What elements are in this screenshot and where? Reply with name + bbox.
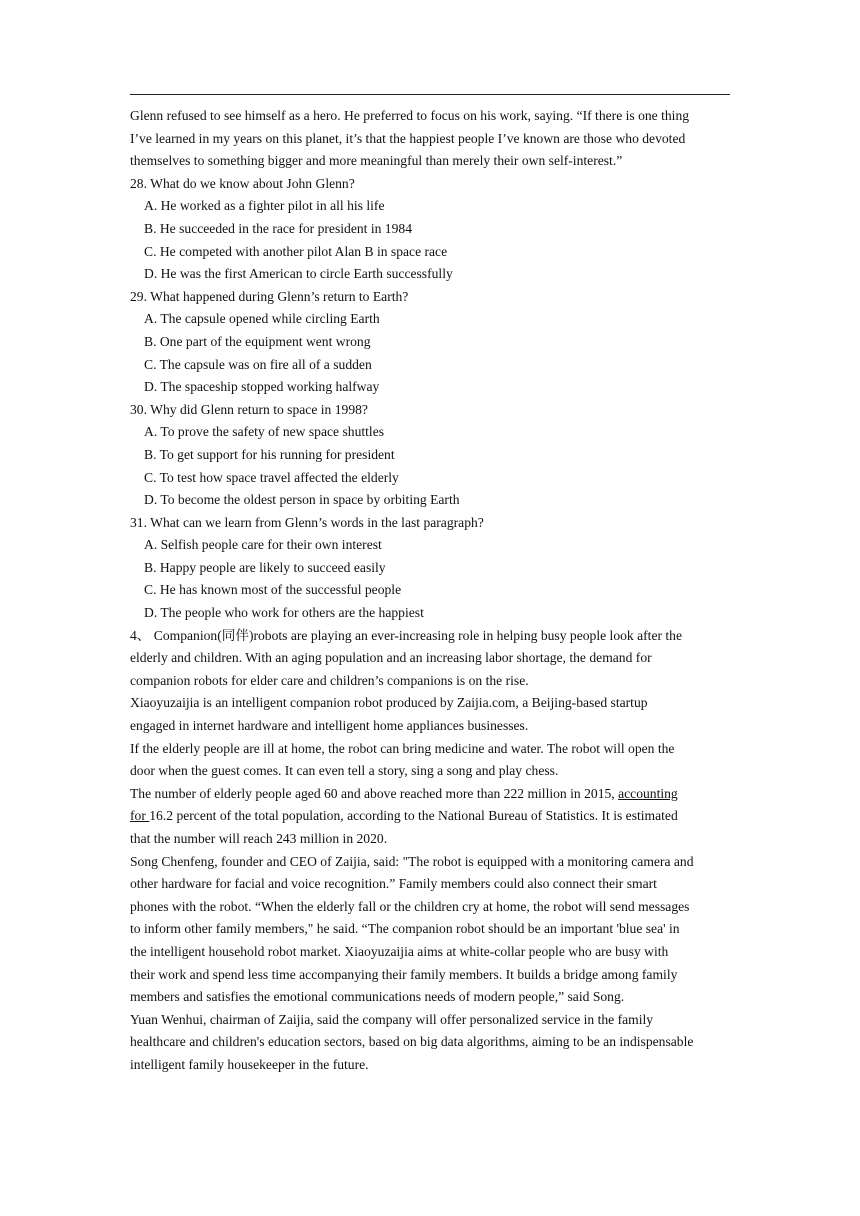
text-line: Song Chenfeng, founder and CEO of Zaijia, said: "The robot is equipped with a monitoring camera and xyxy=(130,853,694,869)
option-d: D. The spaceship stopped working halfway xyxy=(144,379,380,395)
question-stem: 30. Why did Glenn return to space in 1998? xyxy=(130,401,368,417)
option-b: B. To get support for his running for president xyxy=(144,446,395,462)
text-line: engaged in internet hardware and intelligent home appliances businesses. xyxy=(130,718,529,734)
option-b: B. He succeeded in the race for president in 1984 xyxy=(144,220,412,236)
passage-4-paragraph-5 xyxy=(130,851,732,1009)
option-d: D. To become the oldest person in space by orbiting Earth xyxy=(144,492,460,508)
passage-4-paragraph-3 xyxy=(130,738,732,783)
passage-4-paragraph-1 xyxy=(130,625,732,693)
option-d: D. He was the first American to circle Earth successfully xyxy=(144,266,453,282)
text-line: Xiaoyuzaijia is an intelligent companion robot produced by Zaijia.com, a Beijing-based startup xyxy=(130,695,648,711)
question-28 xyxy=(130,173,732,286)
question-29 xyxy=(130,286,732,399)
document-page xyxy=(130,105,732,1077)
text-line xyxy=(130,805,732,828)
text-line: other hardware for facial and voice recognition.” Family members could also connect their smart xyxy=(130,876,657,892)
header-rule xyxy=(130,94,730,95)
text-line xyxy=(130,783,732,806)
question-stem: 28. What do we know about John Glenn? xyxy=(130,175,355,191)
option-c: C. He has known most of the successful people xyxy=(144,582,402,598)
text-line: companion robots for elder care and children’s companions is on the rise. xyxy=(130,672,529,688)
text-line: door when the guest comes. It can even tell a story, sing a song and play chess. xyxy=(130,763,559,779)
underlined-phrase: accounting xyxy=(618,785,678,801)
text-line: their work and spend less time accompanying their family members. It builds a bridge among family xyxy=(130,966,678,982)
text-line: to inform other family members," he said. “The companion robot should be an important 'blue sea' in xyxy=(130,921,680,937)
option-b: B. One part of the equipment went wrong xyxy=(144,333,371,349)
question-30 xyxy=(130,399,732,512)
option-b: B. Happy people are likely to succeed easily xyxy=(144,559,386,575)
option-c: C. The capsule was on fire all of a sudden xyxy=(144,356,372,372)
text-line: members and satisfies the emotional communications needs of modern people,” said Song. xyxy=(130,989,625,1005)
question-stem: 31. What can we learn from Glenn’s words in the last paragraph? xyxy=(130,514,484,530)
text-segment: 16.2 percent of the total population, according to the National Bureau of Statistics. It is estimated xyxy=(149,808,678,824)
text-line: intelligent family housekeeper in the future. xyxy=(130,1056,369,1072)
option-a: A. To prove the safety of new space shuttles xyxy=(144,424,385,440)
text-line: themselves to something bigger and more meaningful than merely their own self-interest.” xyxy=(130,153,623,169)
option-a: A. The capsule opened while circling Earth xyxy=(144,311,380,327)
option-a: A. He worked as a fighter pilot in all his life xyxy=(144,198,385,214)
text-line: the intelligent household robot market. Xiaoyuzaijia aims at white-collar people who are busy with xyxy=(130,943,669,959)
underlined-phrase: for xyxy=(130,808,150,824)
text-segment: The number of elderly people aged 60 and above reached more than 222 million in 2015, xyxy=(130,785,619,801)
passage-4-paragraph-4 xyxy=(130,783,732,851)
text-line: Glenn refused to see himself as a hero. He preferred to focus on his work, saying. “If there is one thing xyxy=(130,108,690,123)
text-line: 4、 Companion(同伴)robots are playing an ever-increasing role in helping busy people look after the xyxy=(130,627,683,643)
question-31 xyxy=(130,512,732,625)
text-line: phones with the robot. “When the elderly fall or the children cry at home, the robot will send messages xyxy=(130,898,690,914)
passage-4-paragraph-2 xyxy=(130,692,732,737)
text-line: Yuan Wenhui, chairman of Zaijia, said the company will offer personalized service in the family xyxy=(130,1011,654,1027)
passage-4-paragraph-6 xyxy=(130,1009,732,1077)
text-line: that the number will reach 243 million in 2020. xyxy=(130,831,388,846)
question-stem: 29. What happened during Glenn’s return to Earth? xyxy=(130,288,409,304)
option-c: C. To test how space travel affected the elderly xyxy=(144,469,399,485)
option-a: A. Selfish people care for their own interest xyxy=(144,537,382,553)
text-line: elderly and children. With an aging population and an increasing labor shortage, the demand for xyxy=(130,650,652,666)
option-d: D. The people who work for others are the happiest xyxy=(144,605,424,621)
text-line: healthcare and children's education sectors, based on big data algorithms, aiming to be an indispensable xyxy=(130,1034,694,1050)
intro-paragraph xyxy=(130,105,732,173)
text-line: I’ve learned in my years on this planet, it’s that the happiest people I’ve known are those who devoted xyxy=(130,130,686,146)
option-c: C. He competed with another pilot Alan B in space race xyxy=(144,243,448,259)
text-line: If the elderly people are ill at home, the robot can bring medicine and water. The robot will open the xyxy=(130,740,675,756)
